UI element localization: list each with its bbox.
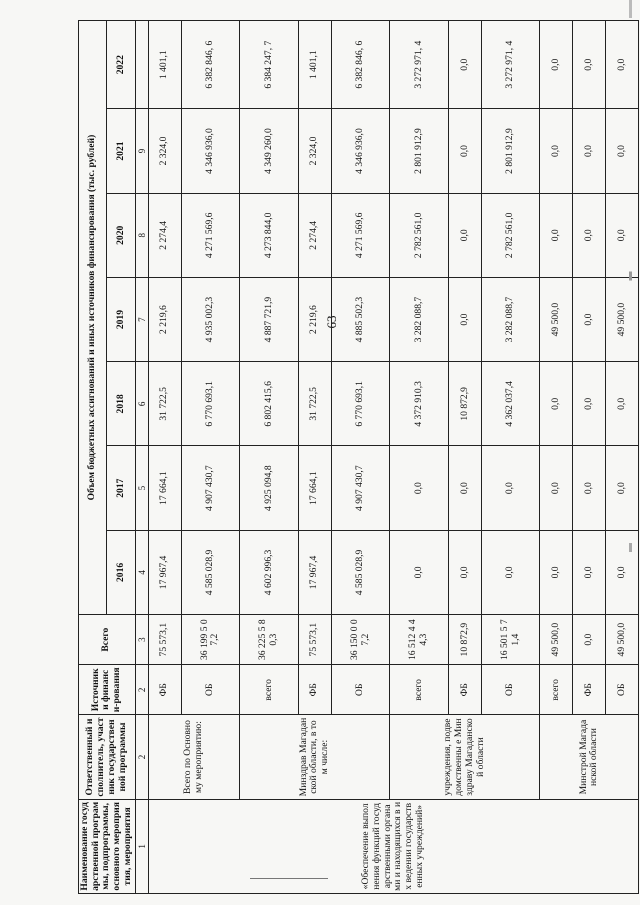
scan-bottom-rule <box>250 878 328 879</box>
total-cell: 16 501 5 71,4 <box>481 615 540 665</box>
source-cell: ФБ <box>573 665 606 715</box>
page-number: 63 <box>324 315 339 329</box>
column-number-row <box>135 21 148 894</box>
value-cell: 1 401,1 <box>148 21 181 109</box>
program-name-cell: «Обеспечение выполнения функций государственными органами и находящихся в их ведении государственных учреждений» <box>148 799 638 893</box>
value-cell: 0,0 <box>573 446 606 530</box>
value-cell: 4 887 721,9 <box>240 277 299 361</box>
value-cell: 6 802 415,6 <box>240 362 299 446</box>
total-cell: 75 573,1 <box>298 615 331 665</box>
header-volume: Объем бюджетных ассигнований и иных источников финансирования (тыс. рублей) <box>79 21 107 615</box>
value-cell: 3 272 971, 4 <box>390 21 449 109</box>
source-cell: всего <box>240 665 299 715</box>
value-cell: 3 282 088,7 <box>481 277 540 361</box>
value-cell: 4 885 502,3 <box>331 277 390 361</box>
executor-cell: Всего по Основному мероприятию: <box>148 715 240 799</box>
value-cell: 0,0 <box>448 21 481 109</box>
value-cell: 4 346 936,0 <box>331 109 390 193</box>
total-cell: 49 500,0 <box>540 615 573 665</box>
value-cell: 4 271 569,6 <box>181 193 240 277</box>
value-cell: 4 349 260,0 <box>240 109 299 193</box>
source-cell: ОБ <box>481 665 540 715</box>
value-cell: 0,0 <box>606 530 639 614</box>
value-cell: 4 273 844,0 <box>240 193 299 277</box>
value-cell: 0,0 <box>606 21 639 109</box>
value-cell: 49 500,0 <box>540 277 573 361</box>
header-year: 2021 <box>107 109 135 193</box>
value-cell: 49 500,0 <box>606 277 639 361</box>
column-number: 2 <box>135 665 148 715</box>
value-cell: 0,0 <box>606 193 639 277</box>
value-cell: 0,0 <box>448 446 481 530</box>
total-cell: 36 199 5 07,2 <box>181 615 240 665</box>
value-cell: 0,0 <box>390 530 449 614</box>
header-name: Наименование государственной программы, подпрограммы, основного мероприятия, мероприятия <box>79 799 136 893</box>
value-cell: 10 872,9 <box>448 362 481 446</box>
total-cell: 75 573,1 <box>148 615 181 665</box>
header-year: 2016 <box>107 530 135 614</box>
value-cell: 0,0 <box>573 21 606 109</box>
rotated-table-holder <box>78 20 627 894</box>
value-cell: 0,0 <box>448 193 481 277</box>
value-cell: 17 967,4 <box>148 530 181 614</box>
value-cell: 0,0 <box>390 446 449 530</box>
value-cell: 4 907 430,7 <box>331 446 390 530</box>
value-cell: 2 324,0 <box>298 109 331 193</box>
value-cell: 0,0 <box>573 109 606 193</box>
column-number: 8 <box>135 193 148 277</box>
value-cell: 2 324,0 <box>148 109 181 193</box>
value-cell: 31 722,5 <box>148 362 181 446</box>
table-row <box>540 21 573 894</box>
column-number: 9 <box>135 109 148 193</box>
value-cell: 6 382 846, 6 <box>331 21 390 109</box>
value-cell: 0,0 <box>540 193 573 277</box>
value-cell: 2 274,4 <box>298 193 331 277</box>
source-cell: всего <box>390 665 449 715</box>
value-cell: 4 907 430,7 <box>181 446 240 530</box>
executor-cell: учреждения, подведомственны е Минздраву Магаданской области <box>390 715 540 799</box>
value-cell: 4 372 910,3 <box>390 362 449 446</box>
value-cell: 0,0 <box>540 446 573 530</box>
budget-table <box>78 20 639 894</box>
source-cell: ОБ <box>606 665 639 715</box>
value-cell: 31 722,5 <box>298 362 331 446</box>
header-year: 2020 <box>107 193 135 277</box>
value-cell: 0,0 <box>540 21 573 109</box>
executor-cell: Минстрой Магаданской области <box>540 715 639 799</box>
header-row-top <box>79 21 107 894</box>
value-cell: 1 401,1 <box>298 21 331 109</box>
column-number: 6 <box>135 362 148 446</box>
table-row <box>148 21 181 894</box>
executor-cell: Минздрав Магаданской области, в том числе: <box>240 715 390 799</box>
value-cell: 0,0 <box>573 193 606 277</box>
value-cell: 2 274,4 <box>148 193 181 277</box>
value-cell: 0,0 <box>540 362 573 446</box>
value-cell: 2 219,6 <box>298 277 331 361</box>
value-cell: 17 664,1 <box>298 446 331 530</box>
value-cell: 2 782 561,0 <box>481 193 540 277</box>
source-cell: ФБ <box>298 665 331 715</box>
table-body <box>148 21 638 894</box>
header-year: 2018 <box>107 362 135 446</box>
table-row <box>240 21 299 894</box>
value-cell: 0,0 <box>448 109 481 193</box>
value-cell: 4 362 037,4 <box>481 362 540 446</box>
value-cell: 0,0 <box>540 109 573 193</box>
value-cell: 4 602 996,3 <box>240 530 299 614</box>
total-cell: 16 512 4 44,3 <box>390 615 449 665</box>
value-cell: 17 664,1 <box>148 446 181 530</box>
source-cell: всего <box>540 665 573 715</box>
value-cell: 3 272 971, 4 <box>481 21 540 109</box>
value-cell: 6 382 846, 6 <box>181 21 240 109</box>
value-cell: 4 271 569,6 <box>331 193 390 277</box>
value-cell: 0,0 <box>606 109 639 193</box>
value-cell: 2 801 912,9 <box>390 109 449 193</box>
value-cell: 0,0 <box>606 362 639 446</box>
column-number: 4 <box>135 530 148 614</box>
header-year: 2022 <box>107 21 135 109</box>
value-cell: 2 801 912,9 <box>481 109 540 193</box>
value-cell: 0,0 <box>448 277 481 361</box>
header-executor: Ответственный исполнитель, участник государственной программы <box>79 715 136 799</box>
column-number: 7 <box>135 277 148 361</box>
source-cell: ОБ <box>331 665 390 715</box>
value-cell: 6 384 247, 7 <box>240 21 299 109</box>
header-year: 2017 <box>107 446 135 530</box>
column-number: 5 <box>135 446 148 530</box>
total-cell: 10 872,9 <box>448 615 481 665</box>
source-cell: ФБ <box>148 665 181 715</box>
value-cell: 0,0 <box>606 446 639 530</box>
value-cell: 4 346 936,0 <box>181 109 240 193</box>
total-cell: 0,0 <box>573 615 606 665</box>
total-cell: 36 225 5 80,3 <box>240 615 299 665</box>
value-cell: 4 585 028,9 <box>331 530 390 614</box>
column-number: 2 <box>135 715 148 799</box>
value-cell: 4 585 028,9 <box>181 530 240 614</box>
header-year: 2019 <box>107 277 135 361</box>
column-number-empty <box>135 21 148 109</box>
table-row <box>390 21 449 894</box>
value-cell: 4 925 094,8 <box>240 446 299 530</box>
value-cell: 0,0 <box>481 446 540 530</box>
source-cell: ОБ <box>181 665 240 715</box>
column-number: 3 <box>135 615 148 665</box>
value-cell: 0,0 <box>573 530 606 614</box>
total-cell: 49 500,0 <box>606 615 639 665</box>
source-cell: ФБ <box>448 665 481 715</box>
value-cell: 0,0 <box>573 362 606 446</box>
value-cell: 6 770 693,1 <box>181 362 240 446</box>
value-cell: 6 770 693,1 <box>331 362 390 446</box>
value-cell: 17 967,4 <box>298 530 331 614</box>
value-cell: 0,0 <box>540 530 573 614</box>
column-number: 1 <box>135 799 148 893</box>
header-total: Всего <box>79 615 136 665</box>
value-cell: 0,0 <box>481 530 540 614</box>
value-cell: 4 935 002,3 <box>181 277 240 361</box>
header-sources: Источники финанси-рования <box>79 665 136 715</box>
value-cell: 3 282 088,7 <box>390 277 449 361</box>
value-cell: 2 219,6 <box>148 277 181 361</box>
value-cell: 0,0 <box>448 530 481 614</box>
value-cell: 2 782 561,0 <box>390 193 449 277</box>
scan-edge-marks <box>629 0 632 905</box>
total-cell: 36 150 0 07,2 <box>331 615 390 665</box>
value-cell: 0,0 <box>573 277 606 361</box>
